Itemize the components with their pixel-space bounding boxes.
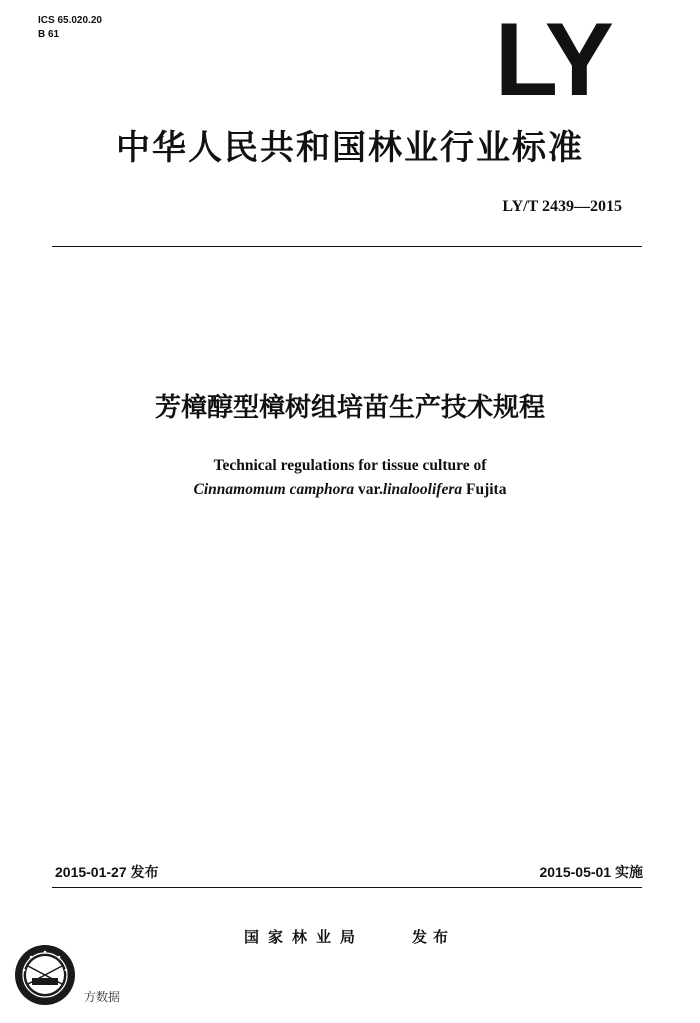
- title-en-var: var.: [358, 481, 383, 498]
- title-en-line2: [0, 478, 700, 502]
- ly-logo: LY: [494, 2, 610, 118]
- bottom-divider: [52, 887, 642, 888]
- document-title-chinese: 芳樟醇型樟树组培苗生产技术规程: [154, 393, 545, 423]
- publisher-name: 国家林业局: [244, 928, 365, 946]
- top-divider: [52, 246, 642, 247]
- implement-date: 2015-05-01 实施: [539, 864, 643, 880]
- classification-codes: [38, 14, 102, 42]
- document-title-english: [0, 454, 700, 502]
- publish-label: 发布: [412, 928, 455, 946]
- title-en-author: Fujita: [466, 481, 507, 498]
- issue-date: 2015-01-27 发布: [55, 864, 159, 880]
- title-en-genus: Cinnamomum camphora: [193, 481, 355, 498]
- standard-number: LY/T 2439—2015: [502, 198, 622, 215]
- title-en-variety: linaloolifera: [382, 481, 463, 498]
- watermark-text: 方数据: [84, 990, 121, 1004]
- watermark-seal-icon: [14, 944, 76, 1006]
- ics-code: ICS 65.020.20: [38, 15, 102, 26]
- title-en-line1: Technical regulations for tissue culture of: [213, 457, 487, 474]
- ccs-code: B 61: [38, 29, 60, 40]
- standard-title: 中华人民共和国林业行业标准: [116, 128, 584, 168]
